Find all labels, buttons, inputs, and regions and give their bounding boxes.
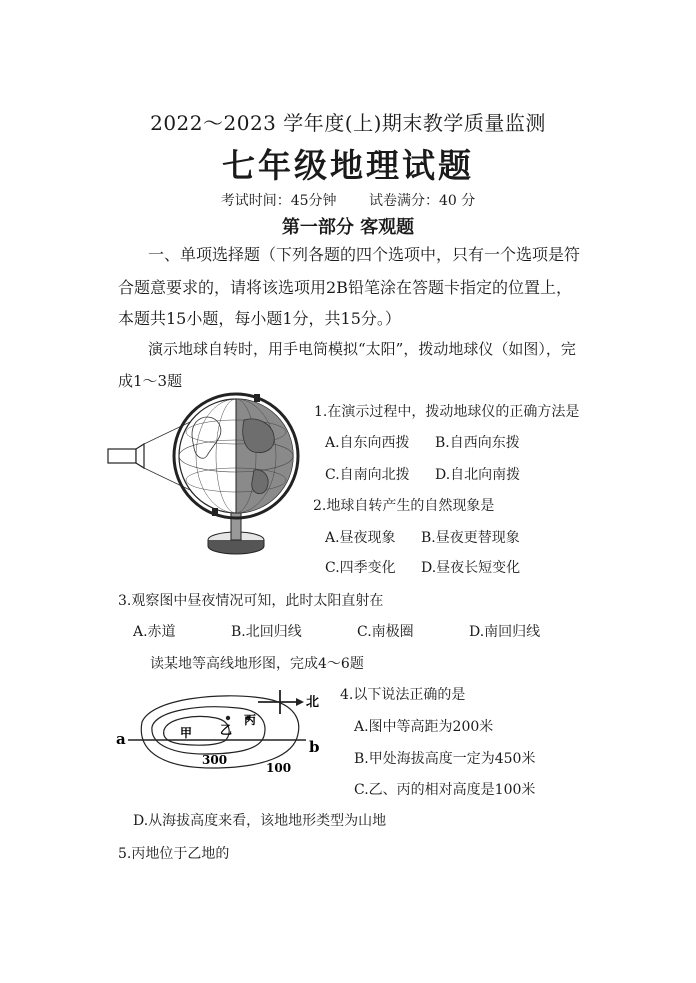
- q3-stem: 3.观察图中昼夜情况可知，此时太阳直射在: [118, 593, 384, 609]
- exam-info: [0, 190, 696, 210]
- q4-stem: 4.以下说法正确的是: [340, 687, 466, 703]
- north-label: 北: [306, 695, 320, 710]
- q4-option-a: A.图中等高距为200米: [354, 719, 494, 735]
- q5-stem: 5.丙地位于乙地的: [118, 846, 230, 862]
- globe-illustration: [104, 392, 314, 558]
- q1-option-a: A.自东向西拨: [325, 435, 410, 451]
- label-bing: 丙: [244, 713, 257, 727]
- exam-time: 考试时间：45分钟: [220, 193, 337, 209]
- q2-option-c: C.四季变化: [325, 560, 396, 576]
- instructions-line-2: 合题意要求的，请将该选项用2B铅笔涂在答题卡指定的位置上，: [118, 278, 572, 297]
- q1-stem: 1.在演示过程中，拨动地球仪的正确方法是: [314, 404, 580, 420]
- part-title: 第一部分 客观题: [281, 217, 415, 238]
- exam-main-title: 七年级地理试题: [222, 146, 474, 185]
- contour-intro: 读某地等高线地形图，完成4～6题: [150, 656, 364, 672]
- instructions-line-1: 一、单项选择题（下列各题的四个选项中，只有一个选项是符: [148, 245, 581, 264]
- q2-stem: 2.地球自转产生的自然现象是: [313, 498, 495, 514]
- point-a-label: a: [116, 730, 126, 748]
- point-b-label: b: [309, 738, 320, 756]
- instructions-line-3: 本题共15小题，每小题1分，共15分。）: [118, 309, 401, 328]
- q2-option-d: D.昼夜长短变化: [421, 560, 521, 576]
- q2-option-b: B.昼夜更替现象: [421, 530, 520, 546]
- q1-option-b: B.自西向东拨: [435, 435, 520, 451]
- q3-option-a: A.赤道: [133, 624, 176, 640]
- exam-year-title: 2022～2023 学年度(上)期末教学质量监测: [150, 111, 546, 135]
- q1-option-d: D.自北向南拨: [435, 467, 521, 483]
- label-yi: 乙: [220, 723, 233, 737]
- q4-option-d: D.从海拔高度来看，该地地形类型为山地: [133, 813, 387, 829]
- contour-value-300: 300: [202, 753, 228, 767]
- label-jia: 甲: [180, 726, 193, 740]
- q2-option-a: A.昼夜现象: [325, 530, 396, 546]
- globe-intro-line-1: 演示地球自转时，用手电筒模拟“太阳”，拨动地球仪（如图），完: [148, 340, 576, 358]
- contour-map: [112, 682, 344, 784]
- q4-option-b: B.甲处海拔高度一定为450米: [354, 751, 536, 767]
- full-score: 试卷满分：40 分: [369, 193, 476, 209]
- q3-option-d: D.南回归线: [469, 624, 541, 640]
- q1-option-c: C.自南向北拨: [325, 467, 410, 483]
- q3-option-b: B.北回归线: [231, 624, 302, 640]
- q3-option-c: C.南极圈: [357, 624, 414, 640]
- contour-value-100: 100: [266, 761, 292, 775]
- q4-option-c: C.乙、丙的相对高度是100米: [354, 782, 536, 798]
- globe-intro-line-2: 成1～3题: [118, 372, 183, 390]
- flashlight-icon: [108, 449, 136, 463]
